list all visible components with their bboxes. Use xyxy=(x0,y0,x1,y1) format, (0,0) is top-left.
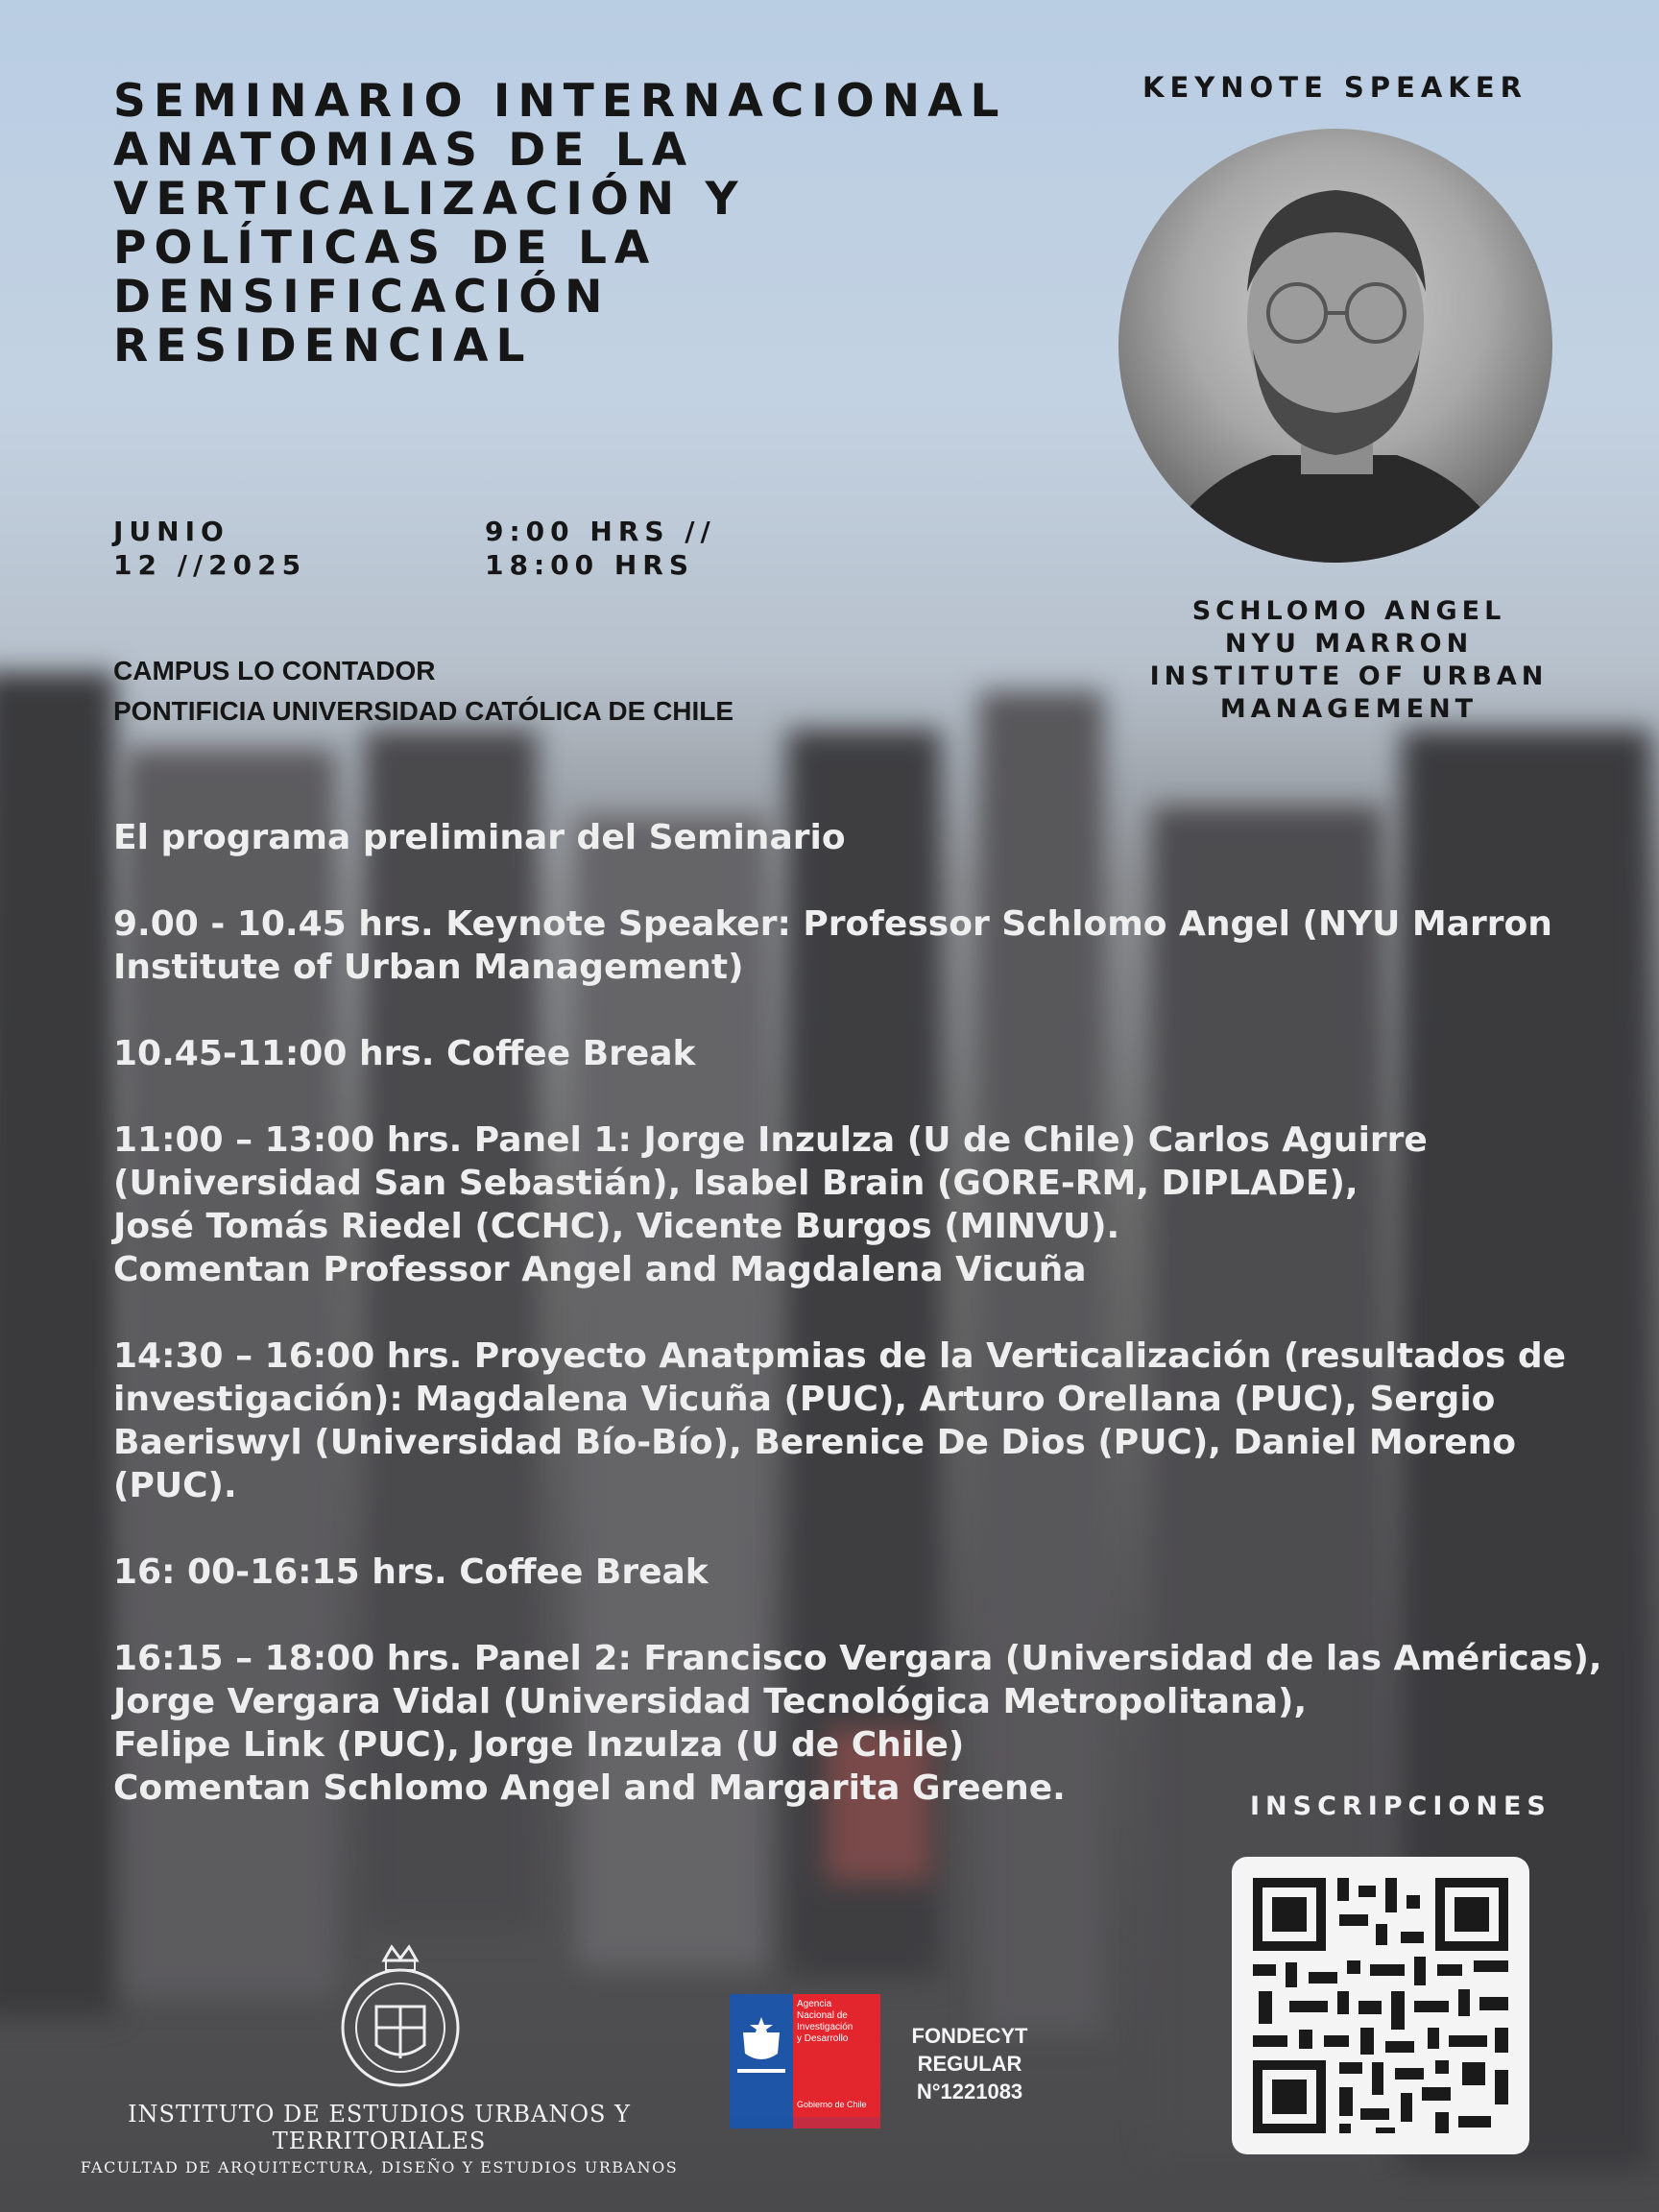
program-line: Institute of Urban Management) xyxy=(113,948,744,987)
program-line: José Tomás Riedel (CCHC), Vicente Burgos (MINVU). xyxy=(113,1207,1120,1246)
faculty-name: FACULTAD DE ARQUITECTURA, DISEÑO Y ESTUDIOS URBANOS xyxy=(80,2158,679,2176)
anid-text-line: Nacional de xyxy=(797,2010,848,2021)
fondecyt-line: REGULAR xyxy=(917,2052,1022,2076)
time-start: 9:00 HRS // xyxy=(485,516,716,547)
registration-qr-code[interactable] xyxy=(1232,1857,1529,2154)
date-day-year: 12 //2025 xyxy=(113,549,307,581)
program-item xyxy=(113,1637,1602,1810)
program-line: Baeriswyl (Universidad Bío-Bío), Berenice De Dios (PUC), Daniel Moreno xyxy=(113,1423,1517,1462)
fondecyt-line: FONDECYT xyxy=(911,2024,1028,2048)
program-line: 10.45-11:00 hrs. Coffee Break xyxy=(113,1034,696,1073)
event-date xyxy=(113,515,306,582)
program-item xyxy=(113,1118,1553,1291)
time-end: 18:00 HRS xyxy=(485,549,695,581)
program-line: 16: 00-16:15 hrs. Coffee Break xyxy=(113,1552,709,1592)
seminar-title xyxy=(113,77,1035,371)
event-time xyxy=(485,515,716,582)
anid-government: Gobierno de Chile xyxy=(797,2100,867,2109)
qr-code-icon xyxy=(1232,1857,1529,2154)
speaker-name: SCHLOMO ANGEL xyxy=(1191,596,1506,626)
registration-label: INSCRIPCIONES xyxy=(1250,1791,1551,1821)
title-line: DENSIFICACIÓN xyxy=(113,271,611,324)
fondecyt-grant xyxy=(893,2022,1046,2105)
speaker-affiliation: MANAGEMENT xyxy=(1219,694,1479,724)
date-month: JUNIO xyxy=(113,516,229,547)
program-line: (PUC). xyxy=(113,1466,237,1505)
program-line: 16:15 – 18:00 hrs. Panel 2: Francisco Vergara (Universidad de las Américas), xyxy=(113,1639,1602,1678)
program-line: 11:00 – 13:00 hrs. Panel 1: Jorge Inzulza (U de Chile) Carlos Aguirre xyxy=(113,1120,1428,1160)
venue-university: PONTIFICIA UNIVERSIDAD CATÓLICA DE CHILE xyxy=(113,696,734,726)
anid-text-line: y Desarrollo xyxy=(797,2033,849,2044)
institute-logo-block xyxy=(48,1939,710,2176)
keynote-speaker xyxy=(1133,595,1565,726)
fondecyt-line: N°1221083 xyxy=(916,2080,1023,2104)
program-line: 14:30 – 16:00 hrs. Proyecto Anatpmias de la Verticalización (resultados de xyxy=(113,1336,1567,1376)
program-item xyxy=(113,1032,1553,1075)
program-item xyxy=(113,1334,1567,1507)
title-line: VERTICALIZACIÓN Y xyxy=(113,173,746,226)
title-line: ANATOMIAS DE LA xyxy=(113,124,695,177)
program-line: Jorge Vergara Vidal (Universidad Tecnológica Metropolitana), xyxy=(113,1682,1308,1721)
event-venue xyxy=(113,651,733,732)
program-line: Comentan Schlomo Angel and Margarita Greene. xyxy=(113,1768,1066,1808)
program-heading: El programa preliminar del Seminario xyxy=(113,818,846,857)
speaker-affiliation: NYU MARRON xyxy=(1224,629,1474,659)
venue-campus: CAMPUS LO CONTADOR xyxy=(113,656,436,685)
program-line: Comentan Professor Angel and Magdalena Vicuña xyxy=(113,1250,1087,1289)
anid-text-line: Investigación xyxy=(797,2022,854,2032)
institute-name: INSTITUTO DE ESTUDIOS URBANOS Y TERRITORIALES xyxy=(128,2101,631,2154)
program-line: investigación): Magdalena Vicuña (PUC), Arturo Orellana (PUC), Sergio xyxy=(113,1380,1496,1419)
anid-text-line: Agencia xyxy=(797,1999,832,2009)
title-line: POLÍTICAS DE LA xyxy=(113,222,658,275)
keynote-label: KEYNOTE SPEAKER xyxy=(1142,71,1527,104)
anid-agency-name xyxy=(797,1999,879,2110)
speaker-photo xyxy=(1118,129,1552,563)
program-line: Felipe Link (PUC), Jorge Inzulza (U de Chile) xyxy=(113,1725,965,1765)
program-line: 9.00 - 10.45 hrs. Keynote Speaker: Professor Schlomo Angel (NYU Marron xyxy=(113,904,1552,944)
speaker-affiliation: INSTITUTE OF URBAN xyxy=(1149,661,1549,691)
program-schedule xyxy=(113,816,1602,1853)
title-line: RESIDENCIAL xyxy=(113,320,533,373)
program-line: (Universidad San Sebastián), Isabel Brain (GORE-RM, DIPLADE), xyxy=(113,1164,1358,1203)
title-line: SEMINARIO INTERNACIONAL xyxy=(113,75,1007,128)
program-item xyxy=(113,1551,1553,1594)
university-crest-icon xyxy=(326,1939,475,2093)
program-item xyxy=(113,902,1553,989)
